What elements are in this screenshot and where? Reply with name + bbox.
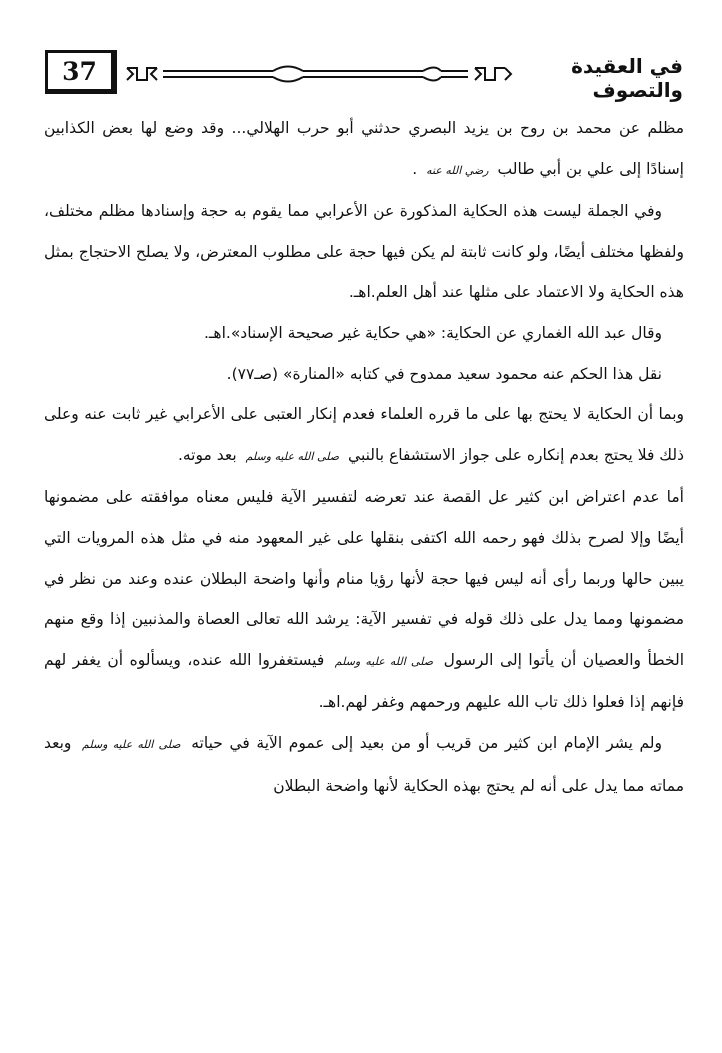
paragraph-text: أما عدم اعتراض ابن كثير عل القصة عند تعرضه لتفسير الآية فليس معناه موافقته على مضمونها أيضًا وإلا لصرح بذلك فهو رحمه الله اكتفى بنقلها على غير المعهود منه في مثل هذه المرويات التي يبين حالها وربما رأى أنه ليس فيها حجة لأنها رؤيا منام وأنها واضحة البطلان عنده وعند من نظر في مضمونها ومما يدل على ذلك قوله في تفسير الآية: يرشد الله تعالى العصاة والمذنبين إذا وقع منهم الخطأ والعصيان أن يأتوا إلى الرسول	[44, 488, 685, 669]
header-ornament-icon	[123, 62, 515, 86]
honorific-phrase: رضي الله عنه	[426, 163, 489, 177]
paragraph-text: نقل هذا الحكم عنه محمود سعيد ممدوح في كتابه «المنارة» (صـ٧٧).	[226, 364, 662, 383]
paragraph-tail: وبعد مماته مما يدل على أنه لم يحتج بهذه الحكاية لأنها واضحة البطلان	[44, 733, 684, 795]
paragraph-text: وفي الجملة ليست هذه الحكاية المذكورة عن الأعرابي مما يقوم به حجة وإسنادها مظلم مختلف، ولفظها مختلف أيضًا، ولو كانت ثابتة لم يكن فيها حجة على مطلوب المعترض، ولا يصلح الاحتجاج بمثل هذه الحكاية ولا الاعتماد على مثلها عند أهل العلم.اهـ.	[44, 202, 684, 302]
honorific-phrase: صلى الله عليه وسلم	[245, 449, 340, 463]
body-text	[44, 108, 684, 806]
paragraph-text: وبما أن الحكاية لا يحتج بها على ما قرره العلماء فعدم إنكار العتبى على الأعرابي غير ثابت عنه وعلى ذلك فلا يحتج بعدم إنكاره على جواز الاستشفاع بالنبي	[44, 405, 684, 464]
paragraph-tail: .	[412, 159, 418, 178]
paragraph-tail: فيستغفروا الله عنده، ويسألوه أن يغفر لهم فإنهم إذا فعلوا ذلك تاب الله عليهم ورحمهم وغفر لهم.اهـ.	[44, 650, 684, 712]
paragraph-text: مظلم عن محمد بن روح بن يزيد البصري حدثني أبو حرب الهلالي... وقد وضع لها بعض الكذابين إسنادًا إلى علي بن أبي طالب	[44, 119, 684, 178]
honorific-phrase: صلى الله عليه وسلم	[334, 654, 434, 668]
paragraph-text: وقال عبد الله الغماري عن الحكاية: «هي حكاية غير صحيحة الإسناد».اهـ.	[203, 323, 662, 342]
paragraph-tail: بعد موته.	[177, 445, 237, 464]
paragraph	[44, 191, 684, 313]
paragraph	[44, 313, 684, 354]
paragraph	[44, 354, 684, 395]
page-number: 37	[45, 50, 117, 94]
book-title: في العقيدة والتصوف	[571, 54, 683, 102]
running-header	[45, 50, 683, 102]
paragraph	[44, 477, 684, 723]
paragraph-text: ولم يشر الإمام ابن كثير من قريب أو من بعيد إلى عموم الآية في حياته	[191, 733, 663, 752]
paragraph	[44, 108, 684, 191]
honorific-phrase: صلى الله عليه وسلم	[82, 737, 181, 751]
paragraph	[44, 394, 684, 477]
paragraph	[44, 723, 684, 806]
